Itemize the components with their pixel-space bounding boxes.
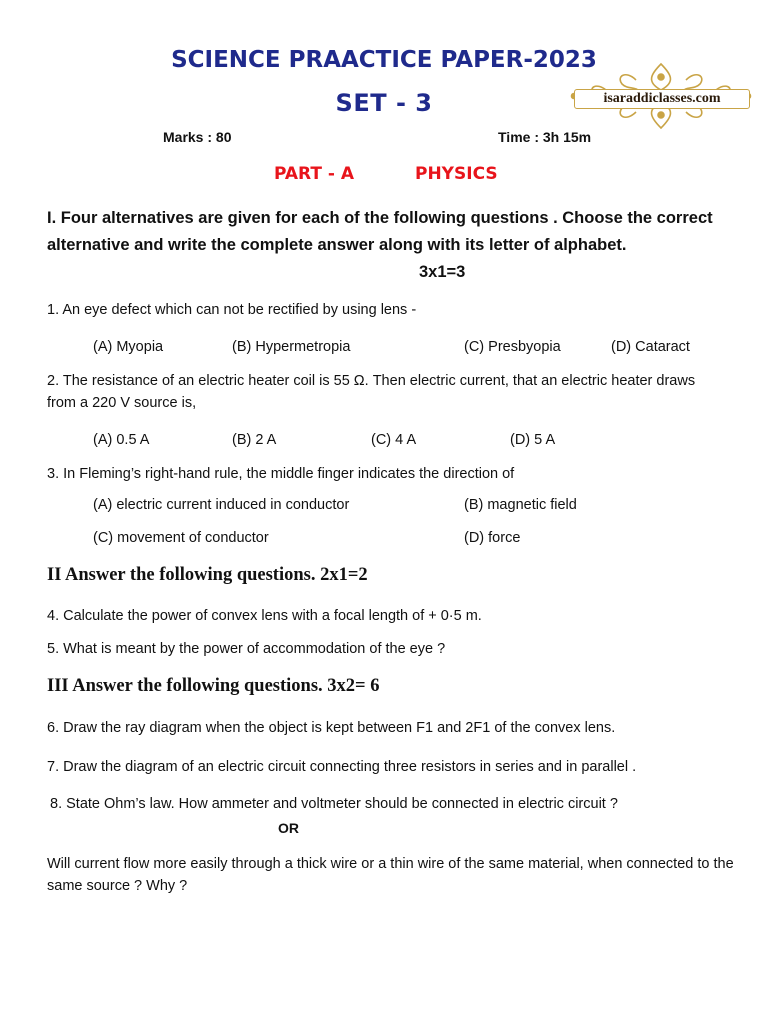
section3-heading: III Answer the following questions. 3x2= 6 bbox=[47, 676, 380, 696]
section1-instruction bbox=[47, 205, 737, 281]
section2-heading: II Answer the following questions. 2x1=2 bbox=[47, 565, 368, 585]
marks-label: Marks : 80 bbox=[163, 129, 232, 145]
logo-text: isaraddiclasses.com bbox=[574, 89, 750, 109]
q2-option-c: (C) 4 A bbox=[371, 432, 417, 448]
question-6: 6. Draw the ray diagram when the object is kept between F1 and 2F1 of the convex lens. bbox=[47, 720, 616, 736]
paper-title: SCIENCE PRAACTICE PAPER-2023 bbox=[171, 47, 597, 73]
question-5: 5. What is meant by the power of accommodation of the eye ? bbox=[47, 641, 446, 657]
part-label: PART - A bbox=[274, 164, 355, 184]
q1-option-c: (C) Presbyopia bbox=[464, 339, 561, 355]
question-8-alternative: Will current flow more easily through a thick wire or a thin wire of the same material, when connected to the same source ? Why ? bbox=[47, 856, 734, 894]
q3-option-c: (C) movement of conductor bbox=[93, 530, 269, 546]
time-label: Time : 3h 15m bbox=[498, 129, 592, 145]
q1-option-d: (D) Cataract bbox=[611, 339, 690, 355]
question-2: 2. The resistance of an electric heater coil is 55 Ω. Then electric current, that an electric heater draws from a 220 V source is, bbox=[47, 373, 696, 411]
question-7: 7. Draw the diagram of an electric circuit connecting three resistors in series and in parallel . bbox=[47, 759, 637, 775]
subject-label: PHYSICS bbox=[415, 164, 498, 184]
q1-option-a: (A) Myopia bbox=[93, 339, 164, 355]
or-label: OR bbox=[278, 820, 299, 836]
question-1: 1. An eye defect which can not be rectified by using lens - bbox=[47, 302, 417, 318]
site-logo bbox=[566, 60, 756, 132]
question-3: 3. In Fleming’s right-hand rule, the middle finger indicates the direction of bbox=[47, 466, 515, 482]
set-number: SET - 3 bbox=[335, 89, 433, 117]
question-8: 8. State Ohm’s law. How ammeter and voltmeter should be connected in electric circuit ? bbox=[50, 796, 618, 812]
q3-option-a: (A) electric current induced in conductor bbox=[93, 497, 350, 513]
q3-option-b: (B) magnetic field bbox=[464, 497, 577, 513]
q2-option-d: (D) 5 A bbox=[510, 432, 556, 448]
q2-option-b: (B) 2 A bbox=[232, 432, 277, 448]
q1-option-b: (B) Hypermetropia bbox=[232, 339, 351, 355]
question-4: 4. Calculate the power of convex lens with a focal length of + 0·5 m. bbox=[47, 608, 482, 624]
instruction-text: I. Four alternatives are given for each of the following questions . Choose the correct alternative and write the complete answer along with its letter of alphabet. bbox=[47, 209, 713, 254]
q3-option-d: (D) force bbox=[464, 530, 521, 546]
section1-marks: 3x1=3 bbox=[419, 263, 466, 281]
q2-option-a: (A) 0.5 A bbox=[93, 432, 150, 448]
